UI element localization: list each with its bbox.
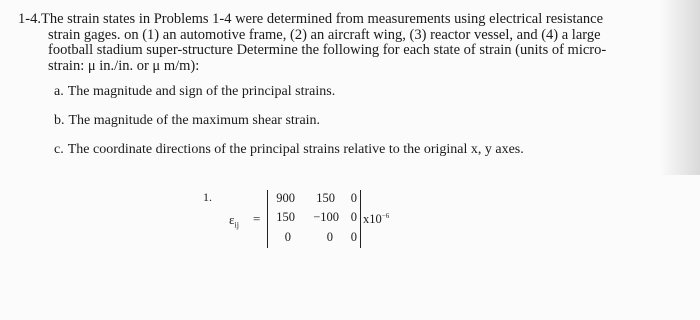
epsilon-symbol: ε	[229, 212, 235, 227]
problem-line-3: football stadium super-structure Determine the following for each state of strain (units of micro-	[48, 42, 607, 58]
problem-line-1: The strain states in Problems 1-4 were determined from measurements using electrical resistance	[40, 11, 604, 27]
matrix-cell: 0	[350, 191, 357, 205]
scale-factor	[363, 212, 389, 227]
matrix-cell: 0	[284, 230, 291, 244]
matrix-cell: 0	[350, 230, 357, 244]
question-item-c	[54, 142, 524, 171]
problem-statement	[18, 12, 688, 74]
problem-number: 1-4.	[18, 11, 41, 27]
factor-base: x10	[363, 212, 382, 227]
problem-line-4: strain: μ in./in. or μ m/m):	[48, 57, 200, 74]
strain-symbol	[229, 212, 239, 230]
matrix-cell: −100	[313, 210, 339, 224]
matrix-cell: 900	[276, 191, 295, 205]
matrix-right-bar	[360, 190, 361, 248]
question-text: The coordinate directions of the principal strains relative to the original x, y axes.	[67, 142, 524, 157]
question-letter: c.	[54, 142, 64, 157]
question-letter: b.	[54, 113, 65, 128]
equals-sign: =	[253, 211, 261, 226]
problem-line-2: strain gages. on (1) an automotive frame, (2) an aircraft wing, (3) reactor vessel, and (4) a large	[48, 26, 601, 43]
question-text: The magnitude of the maximum shear strain.	[68, 113, 321, 128]
question-item-b	[54, 113, 524, 142]
matrix-cell: 0	[350, 210, 357, 224]
question-list	[54, 84, 524, 171]
matrix-cell: 0	[326, 230, 333, 244]
factor-exponent: −6	[381, 212, 390, 220]
question-item-a	[54, 84, 524, 113]
strain-subscript: ij	[234, 220, 239, 230]
matrix-left-bar	[267, 190, 268, 248]
question-letter: a.	[54, 84, 64, 99]
matrix-cell: 150	[276, 210, 295, 224]
matrix-cell: 150	[316, 191, 335, 205]
question-text: The magnitude and sign of the principal strains.	[67, 84, 336, 99]
matrix-label: 1.	[203, 190, 212, 204]
strain-matrix	[203, 190, 463, 250]
